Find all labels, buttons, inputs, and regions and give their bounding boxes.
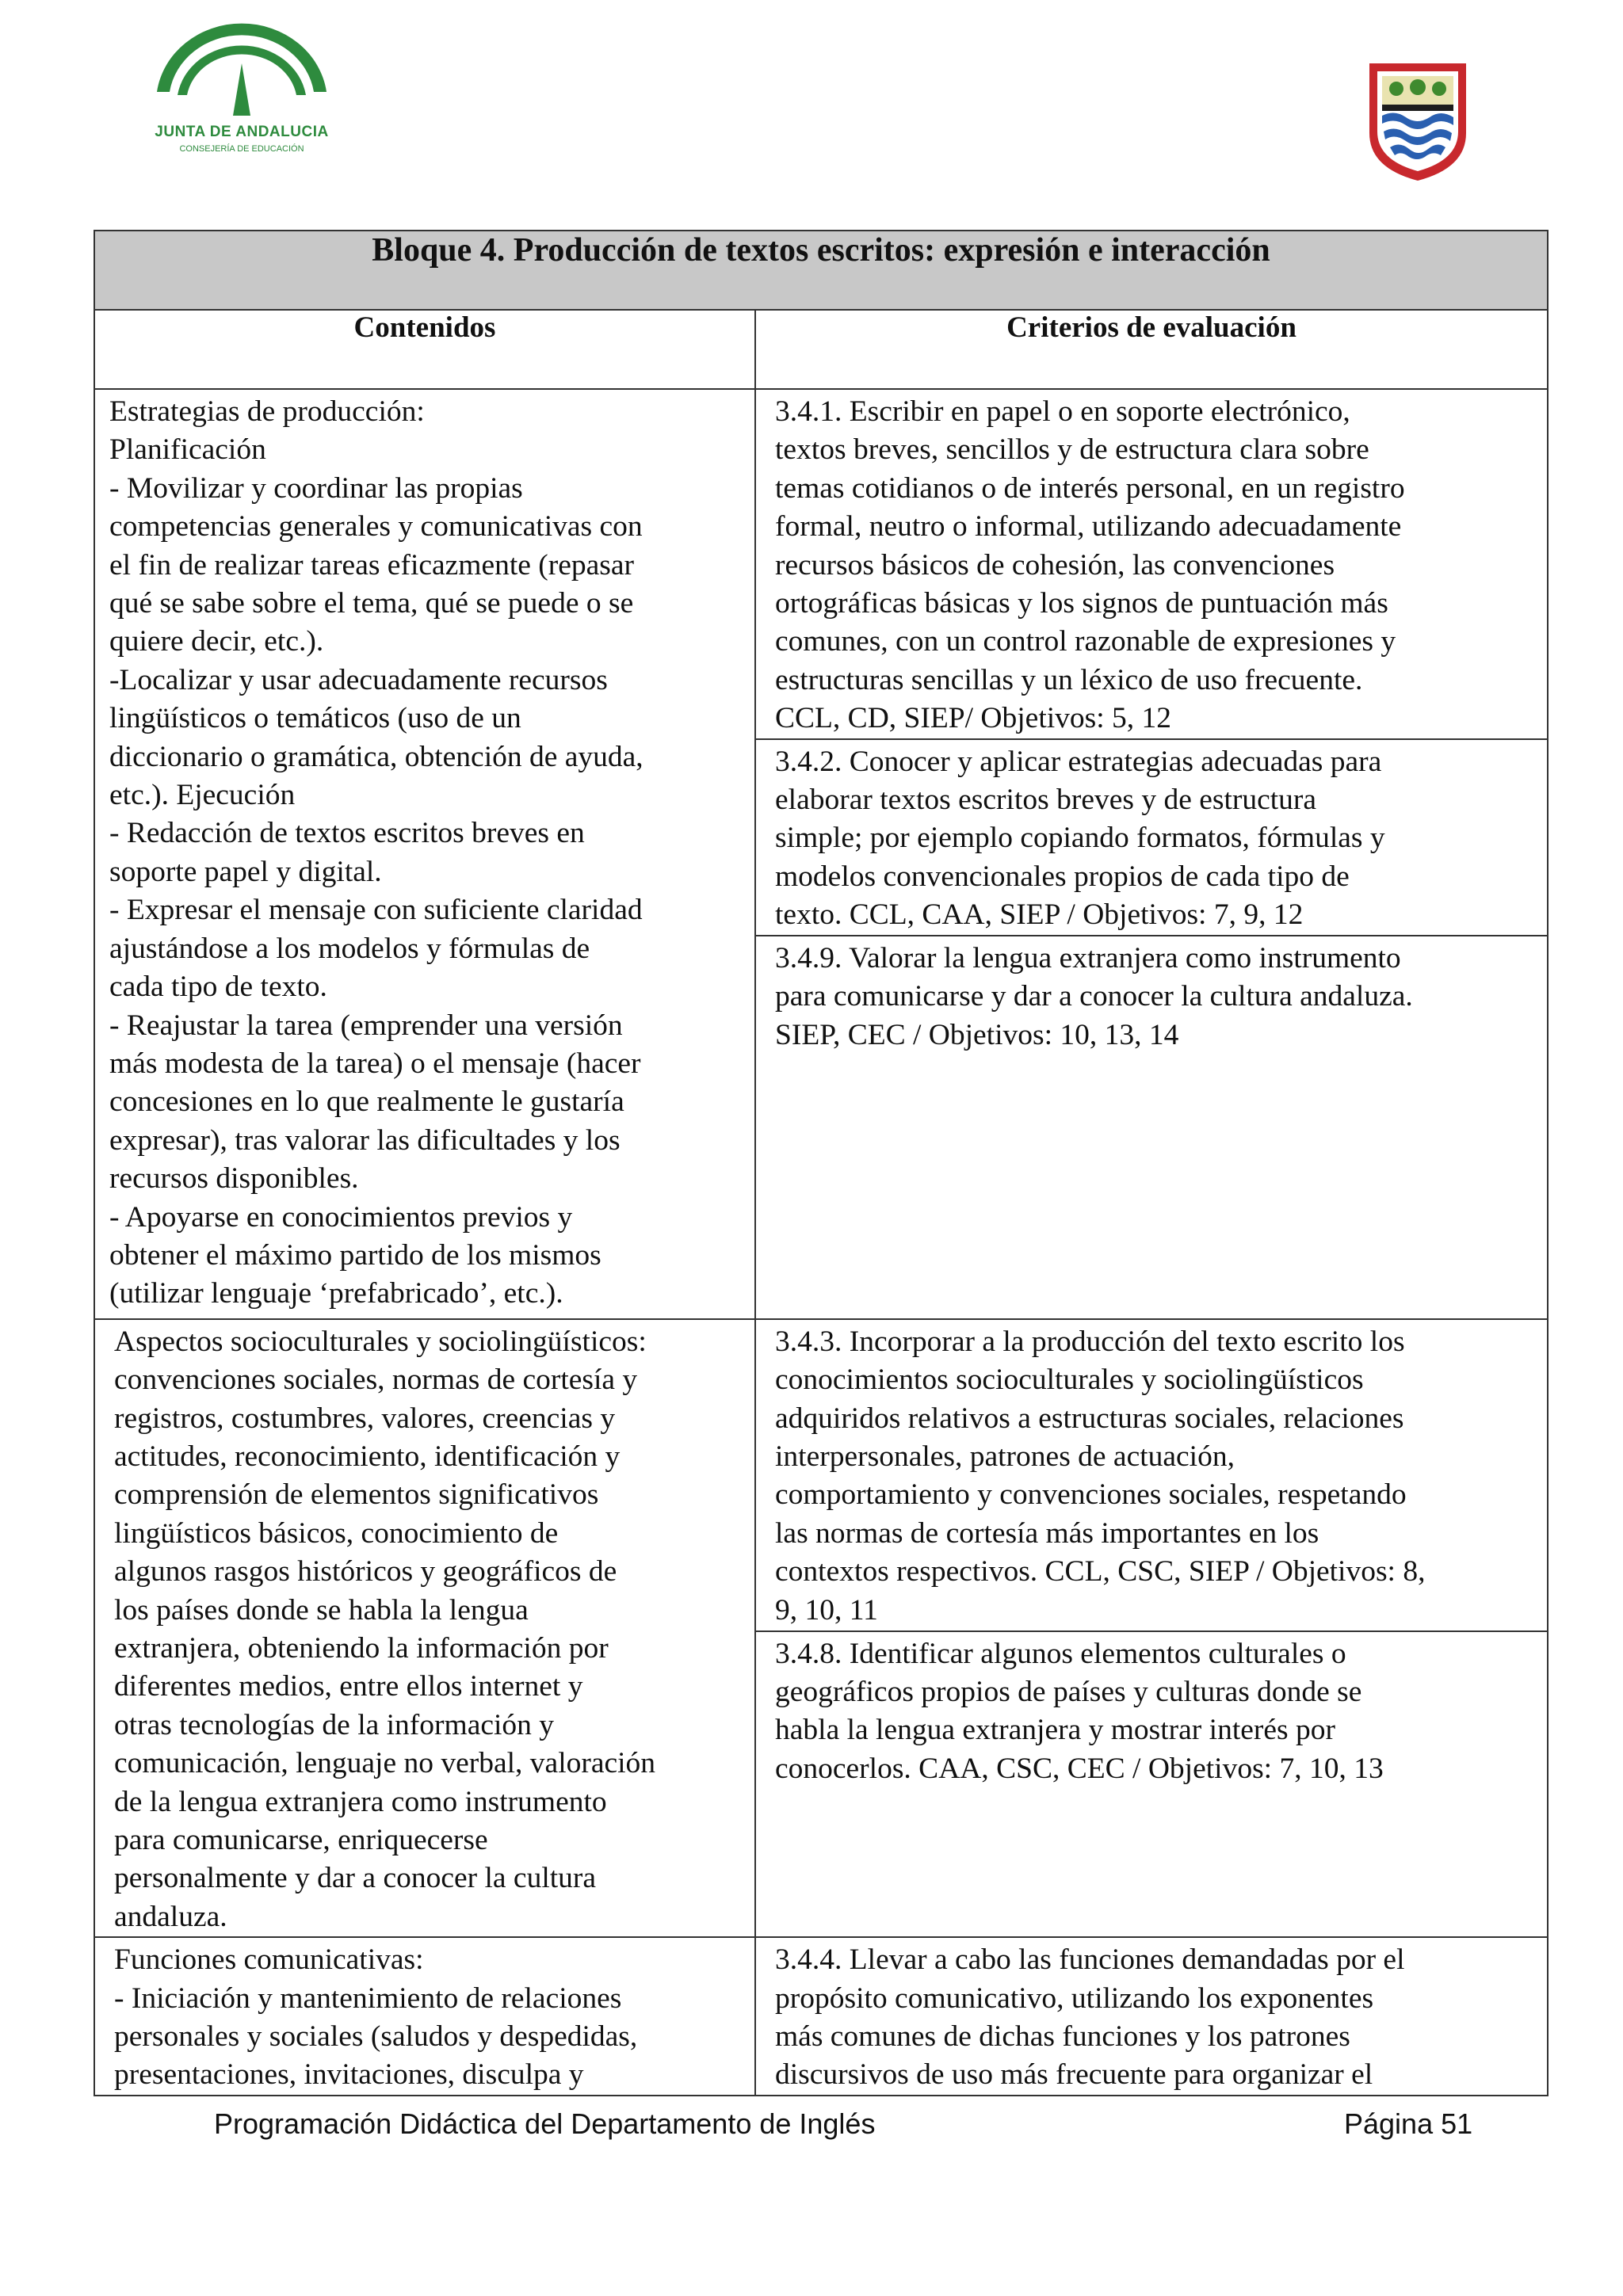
bloque-table [94,230,1549,2096]
text-line: algunos rasgos históricos y geográficos de [114,1555,617,1589]
contenidos-funciones [94,1937,755,2096]
text-line: otras tecnologías de la información y [114,1708,555,1741]
criterio-3-4-2 [755,739,1548,936]
text-line: más modesta de la tarea) o el mensaje (hacer [109,1047,641,1080]
contenidos-aspectos [94,1319,755,1938]
text-line: discursivos de uso más frecuente para organizar el [775,2058,1373,2092]
text-line: convenciones sociales, normas de cortesía y [114,1363,638,1397]
text-line: lingüísticos básicos, conocimiento de [114,1516,559,1550]
text-line: expresar), tras valorar las dificultades y los [109,1123,621,1157]
text-line: actitudes, reconocimiento, identificación y [114,1440,621,1473]
text-line: comportamiento y convenciones sociales, respetando [775,1478,1407,1512]
criterio-3-4-9 [755,936,1548,1319]
text-line: conocerlos. CAA, CSC, CEC / Objetivos: 7, 10, 13 [775,1752,1384,1785]
text-line: extranjera, obteniendo la información por [114,1631,609,1665]
text-line: -Localizar y usar adecuadamente recursos [109,663,608,696]
text-line: estructuras sencillas y un léxico de uso frecuente. [775,663,1363,696]
junta-arc-icon [151,22,333,125]
text-line: habla la lengua extranjera y mostrar interés por [775,1714,1335,1747]
text-line: obtener el máximo partido de los mismos [109,1238,601,1272]
text-line: comunes, con un control razonable de expresiones y [775,625,1396,658]
text-line: diferentes medios, entre ellos internet y [114,1670,583,1703]
text-line: - Expresar el mensaje con suficiente claridad [109,894,643,927]
text-line: 9, 10, 11 [775,1593,878,1627]
text-line: personalmente y dar a conocer la cultura [114,1862,597,1895]
text-line: recursos disponibles. [109,1162,359,1196]
text-line: quiere decir, etc.). [109,625,324,658]
text-line: Funciones comunicativas: [114,1943,424,1977]
criterio-3-4-1 [755,389,1548,739]
text-line: qué se sabe sobre el tema, qué se puede o se [109,587,634,620]
text-line: texto. CCL, CAA, SIEP / Objetivos: 7, 9, 12 [775,898,1304,932]
text-line: temas cotidianos o de interés personal, en un registro [775,471,1405,505]
contenidos-estrategias [94,389,755,1319]
logo-subtitle-text: CONSEJERÍA DE EDUCACIÓN [179,144,304,154]
text-line: 3.4.1. Escribir en papel o en soporte electrónico, [775,395,1350,428]
text-line: 3.4.3. Incorporar a la producción del texto escrito los [775,1325,1405,1358]
text-line: - Movilizar y coordinar las propias [109,471,523,505]
text-line: ortográficas básicas y los signos de puntuación más [775,587,1388,620]
text-line: presentaciones, invitaciones, disculpa y [114,2058,584,2092]
crest-icon [1365,57,1471,184]
text-line: registros, costumbres, valores, creencias y [114,1402,616,1435]
text-line: personales y sociales (saludos y despedidas, [114,2020,638,2053]
text-line: de la lengua extranjera como instrumento [114,1785,607,1818]
criterio-3-4-3 [755,1319,1548,1631]
text-line: comprensión de elementos significativos [114,1478,599,1512]
logo-brand-text: JUNTA DE ANDALUCIA [155,124,329,140]
text-line: 3.4.4. Llevar a cabo las funciones demandadas por el [775,1943,1405,1977]
junta-andalucia-logo [151,22,333,165]
text-line: competencias generales y comunicativas con [109,510,643,543]
text-line: para comunicarse y dar a conocer la cultura andaluza. [775,980,1413,1013]
text-line: propósito comunicativo, utilizando los exponentes [775,1981,1374,2015]
footer-title: Programación Didáctica del Departamento de Inglés [214,2107,876,2140]
text-line: Aspectos socioculturales y sociolingüísticos: [114,1325,647,1358]
text-line: - Redacción de textos escritos breves en [109,817,585,850]
text-line: ajustándose a los modelos y fórmulas de [109,932,590,965]
text-line: - Iniciación y mantenimiento de relaciones [114,1981,622,2015]
text-line: adquiridos relativos a estructuras sociales, relaciones [775,1402,1404,1435]
footer-page-number: Página 51 [1344,2107,1473,2140]
text-line: 3.4.8. Identificar algunos elementos culturales o [775,1637,1346,1670]
text-line: textos breves, sencillos y de estructura clara sobre [775,433,1369,467]
criterio-3-4-8 [755,1631,1548,1938]
text-line: los países donde se habla la lengua [114,1593,529,1627]
text-line: - Reajustar la tarea (emprender una versión [109,1009,623,1042]
text-line: lingüísticos o temáticos (uso de un [109,702,521,735]
text-line: comunicación, lenguaje no verbal, valoración [114,1747,656,1780]
text-line: soporte papel y digital. [109,855,382,888]
text-line: Planificación [109,433,266,467]
text-line: formal, neutro o informal, utilizando adecuadamente [775,510,1402,543]
block-title: Bloque 4. Producción de textos escritos: expresión e interacción [94,231,1548,310]
text-line: andaluza. [114,1900,227,1933]
text-line: cada tipo de texto. [109,971,327,1004]
text-line: conocimientos socioculturales y sociolingüísticos [775,1363,1364,1397]
text-line: elaborar textos escritos breves y de estructura [775,784,1317,817]
criterio-3-4-4 [755,1937,1548,2096]
text-line: SIEP, CEC / Objetivos: 10, 13, 14 [775,1018,1179,1051]
text-line: simple; por ejemplo copiando formatos, fórmulas y [775,822,1385,855]
text-line: 3.4.9. Valorar la lengua extranjera como instrumento [775,941,1401,974]
text-line: contextos respectivos. CCL, CSC, SIEP / Objetivos: 8, [775,1555,1426,1589]
text-line: (utilizar lenguaje ‘prefabricado’, etc.). [109,1277,563,1310]
text-line: 3.4.2. Conocer y aplicar estrategias adecuadas para [775,745,1382,778]
text-line: etc.). Ejecución [109,779,296,812]
text-line: geográficos propios de países y culturas donde se [775,1675,1362,1708]
text-line: interpersonales, patrones de actuación, [775,1440,1235,1473]
school-crest-logo [1365,57,1471,184]
text-line: recursos básicos de cohesión, las convenciones [775,548,1335,582]
text-line: modelos convencionales propios de cada tipo de [775,860,1350,893]
text-line: el fin de realizar tareas eficazmente (repasar [109,548,635,582]
header-contenidos: Contenidos [94,310,755,389]
text-line: CCL, CD, SIEP/ Objetivos: 5, 12 [775,702,1172,735]
text-line: diccionario o gramática, obtención de ayuda, [109,740,643,773]
text-line: más comunes de dichas funciones y los patrones [775,2020,1350,2053]
header-criterios: Criterios de evaluación [755,310,1548,389]
text-line: las normas de cortesía más importantes en los [775,1516,1319,1550]
text-line: - Apoyarse en conocimientos previos y [109,1200,573,1234]
text-line: concesiones en lo que realmente le gustaría [109,1085,624,1119]
text-line: Estrategias de producción: [109,395,425,428]
text-line: para comunicarse, enriquecerse [114,1823,488,1856]
